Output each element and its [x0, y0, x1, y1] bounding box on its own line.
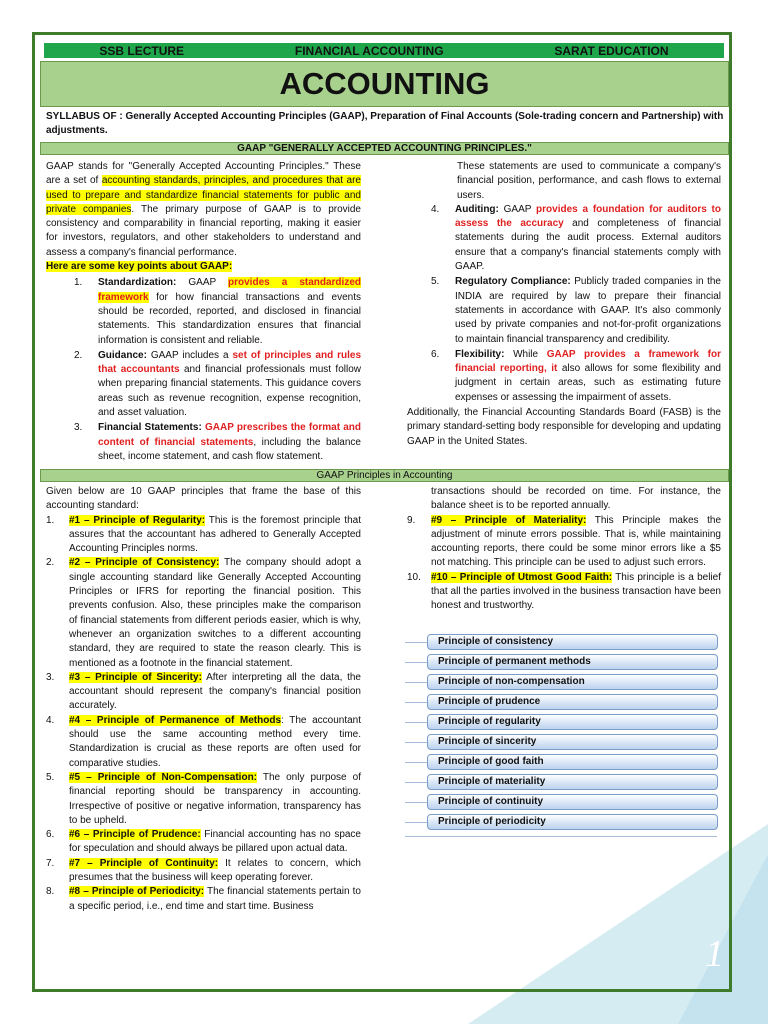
- key-point-number: 2.: [74, 349, 83, 361]
- header-bar: [44, 43, 724, 58]
- principle-title: #5 – Principle of Non-Compensation:: [69, 771, 258, 783]
- diagram-principle-bar: Principle of periodicity: [427, 814, 718, 830]
- principle-text: [69, 556, 361, 670]
- section1-right-column: [407, 160, 721, 449]
- key-point-label: Flexibility:: [455, 348, 505, 360]
- key-point-emphasis: provides a foundation for auditors to assess the accuracy: [455, 203, 721, 230]
- page-title: ACCOUNTING: [40, 61, 729, 107]
- diagram-principle-bar: Principle of sincerity: [427, 734, 718, 750]
- principle-number: 8.: [46, 886, 55, 898]
- key-point-text: [98, 276, 361, 347]
- fasb-paragraph: Additionally, the Financial Accounting Standards Board (FASB) is the primary standard-setting body responsible for developing and updating GAAP in the United States.: [407, 407, 721, 447]
- key-points-list-continued: [407, 203, 721, 405]
- key-point-pre: While: [504, 348, 547, 360]
- principle-title: #4 – Principle of Permanence of Methods: [69, 714, 282, 726]
- key-point-pre: GAAP: [176, 277, 229, 289]
- principle-description: The financial statements pertain to a specific period, i.e., end time and start time. Business: [69, 886, 361, 912]
- header-center: FINANCIAL ACCOUNTING: [294, 43, 444, 58]
- section1-left-column: [46, 160, 361, 465]
- diagram-principle-bar: Principle of continuity: [427, 794, 718, 810]
- principle-item: [407, 514, 721, 571]
- principle-title: #1 – Principle of Regularity:: [69, 514, 206, 526]
- principle-title: #3 – Principle of Sincerity:: [69, 671, 202, 683]
- key-point-label: Guidance:: [98, 349, 147, 361]
- key-point-item: [431, 275, 721, 346]
- gaap-intro: GAAP stands for "Generally Accepted Accounting Principles." These are a set of accounting standards, principles, and procedures that are used to prepare and standardize financial statements for public and private companies. The primary purpose of GAAP is to provide consistency and comparability in financial reporting, making it easier for investors, regulators, and other stakeholders to understand and assess a company's financial performance.: [46, 161, 361, 258]
- principle-text: [69, 771, 361, 828]
- diagram-principle-bar: Principle of good faith: [427, 754, 718, 770]
- principle-description: The only purpose of financial reporting should be transparency in accounting. Irrespective of positive or negative information, transparency has to be upheld.: [69, 771, 361, 826]
- section2-right-column: [407, 485, 721, 614]
- section2-left-column: [46, 485, 361, 914]
- key-point-emphasis: GAAP prescribes the format and content of financial statements: [98, 422, 361, 448]
- principle-item: [46, 885, 361, 914]
- key-point-label: Auditing:: [455, 203, 499, 215]
- key-point-text: [98, 349, 361, 420]
- syllabus: SYLLABUS OF : Generally Accepted Accounting Principles (GAAP), Preparation of Final Accounts (Sole-trading concern and Partnership) with adjustments.: [46, 111, 724, 136]
- principle-number: 9.: [407, 514, 416, 526]
- principle-number: 1.: [46, 514, 55, 526]
- principle-item: [46, 857, 361, 886]
- principle-description: The company should adopt a single accounting standard like Generally Accepted Accounting Principles or IFRS for reporting the financial position. This prevents confusion. Also, these principles make the comparison of financial statements from different periods easier, which is why, whenever an organization switches to a different accounting standard, they are required to state the reason clearly. This is mentioned as a footnote in the financial statement.: [69, 557, 362, 669]
- diagram-principle-bar: Principle of regularity: [427, 714, 718, 730]
- principle-description: This Principle makes the adjustment of minute errors possible. That is, while maintaining accounting reports, there could be some minor errors like a $5 not matching. This principle can be used to adjust such errors.: [431, 514, 722, 569]
- principle-item: [46, 671, 361, 714]
- section-heading-gaap: GAAP "GENERALLY ACCEPTED ACCOUNTING PRINCIPLES.": [40, 142, 729, 155]
- key-point-post: , including the balance sheet, income statement, and cash flow statement.: [98, 436, 361, 462]
- principle-text: [431, 514, 721, 571]
- key-point-number: 5.: [431, 276, 440, 288]
- principle-text: [69, 671, 361, 714]
- principle-description: Financial accounting has no space for speculation and should always be pillared upon actual data.: [69, 829, 361, 855]
- key-point-number: 1.: [74, 277, 83, 289]
- principle-title: #10 – Principle of Utmost Good Faith:: [431, 571, 613, 583]
- principle-description: This principle is a belief that all the parties involved in the business transaction have been honest and trustworthy.: [431, 571, 721, 612]
- key-point-item: [431, 348, 721, 405]
- key-points-list: [46, 276, 361, 464]
- diagram-principle-bar: Principle of non-compensation: [427, 674, 718, 690]
- principle-text: [69, 714, 361, 771]
- header-right: SARAT EDUCATION: [554, 43, 669, 58]
- key-point-pre: GAAP: [498, 203, 537, 215]
- principle-text: [431, 571, 721, 614]
- principle-number: 7.: [46, 857, 55, 869]
- key-point-number: 3.: [74, 422, 83, 434]
- key-point-item: [74, 276, 361, 347]
- principle-text: [69, 885, 361, 914]
- key-point-emphasis: set of principles and rules that accountants: [98, 349, 361, 376]
- principles-intro: Given below are 10 GAAP principles that frame the base of this accounting standard:: [46, 486, 361, 512]
- principle-item: [46, 514, 361, 557]
- key-point-emphasis: GAAP provides a framework for financial reporting, it: [455, 348, 721, 375]
- key-point-text: [455, 203, 721, 274]
- principle-item: [46, 714, 361, 771]
- key-point-text: [98, 421, 361, 464]
- principle-title: #9 – Principle of Materiality:: [431, 514, 587, 526]
- diagram-principle-bar: Principle of permanent methods: [427, 654, 718, 670]
- principle-item: [46, 828, 361, 857]
- principle-text: [69, 514, 361, 557]
- key-point-post: for how financial transactions and events should be recorded, reported, and disclosed in financial statements. This standardization ensures that financial information is consistent and reliable.: [98, 291, 361, 346]
- principle-item: [407, 571, 721, 614]
- principle-number: 5.: [46, 771, 55, 783]
- principle-item: [46, 556, 361, 670]
- key-point-label: Regulatory Compliance:: [455, 276, 571, 288]
- header-left: SSB LECTURE: [99, 43, 185, 58]
- key-point-text: [455, 275, 721, 346]
- principle-number: 6.: [46, 829, 55, 841]
- principle-title: #2 – Principle of Consistency:: [69, 557, 220, 569]
- principle-number: 2.: [46, 557, 55, 569]
- diagram-principle-bar: Principle of consistency: [427, 634, 718, 650]
- section-heading-principles: GAAP Principles in Accounting: [40, 469, 729, 482]
- key-point-label: Financial Statements:: [98, 422, 202, 434]
- key-point-pre: Publicly traded companies in the INDIA are required by law to prepare their financial statements in accordance with GAAP. It's also commonly used by private companies and not-for-profit organizations to maintain financial transparency and credibility.: [455, 276, 721, 345]
- key-point-text: [455, 348, 721, 405]
- principle-description: This is the foremost principle that assures that the accountant has adhered to Generally Accepted Accounting Principles norms.: [69, 514, 361, 555]
- principle-title: #8 – Principle of Periodicity:: [69, 886, 205, 898]
- key-point-label: Standardization:: [98, 277, 177, 289]
- key-point-number: 6.: [431, 348, 440, 360]
- key-point-number: 4.: [431, 203, 440, 215]
- key-point-post: and completeness of financial statements during the audit process. External auditors ensure that a company's financial statements comply with GAAP.: [455, 218, 721, 273]
- principle-title: #6 – Principle of Prudence:: [69, 829, 201, 841]
- principle-item: [46, 771, 361, 828]
- principle-number: 3.: [46, 671, 55, 683]
- key-points-heading: Here are some key points about GAAP:: [46, 261, 233, 273]
- principle-text: [69, 828, 361, 857]
- principle-title: #7 – Principle of Continuity:: [69, 857, 219, 869]
- principle-number: 10.: [407, 571, 421, 583]
- principle-number: 4.: [46, 714, 55, 726]
- principle-description: It relates to concern, which presumes that the business will keep operating forever.: [69, 857, 361, 884]
- page-number: 1: [705, 933, 724, 975]
- principle-text: [69, 857, 361, 886]
- key-point-emphasis: provides a standardized framework: [98, 277, 361, 303]
- key-point-item: [74, 421, 361, 464]
- diagram-principle-bar: Principle of materiality: [427, 774, 718, 790]
- principles-list-continued: [407, 514, 721, 614]
- periodicity-continued: transactions should be recorded on time. For instance, the balance sheet is to be reported annually.: [431, 486, 721, 512]
- key-point-post: and financial professionals must follow when preparing financial statements. This guidance covers areas such as revenue recognition, expense recognition, and asset valuation.: [98, 364, 361, 419]
- key-point-item: [431, 203, 721, 274]
- diagram-connector-line: [405, 836, 717, 837]
- principles-list: [46, 514, 361, 914]
- diagram-principle-bar: Principle of prudence: [427, 694, 718, 710]
- principle-description: After interpreting all the data, the accountant should represent the company's financial position accurately.: [69, 671, 361, 712]
- key-point-post: also allows for some flexibility and judgment in certain areas, such as estimating future expenses or assessing the impairment of assets.: [455, 363, 721, 403]
- principle-description: : The accountant should use the same accounting method every time. Standardization is crucial as these reports are often used for comparative studies.: [69, 714, 361, 769]
- statements-continued: These statements are used to communicate a company's financial position, performance, and cash flows to external users.: [457, 161, 721, 201]
- key-point-item: [74, 349, 361, 420]
- key-point-pre: GAAP includes a: [146, 349, 233, 361]
